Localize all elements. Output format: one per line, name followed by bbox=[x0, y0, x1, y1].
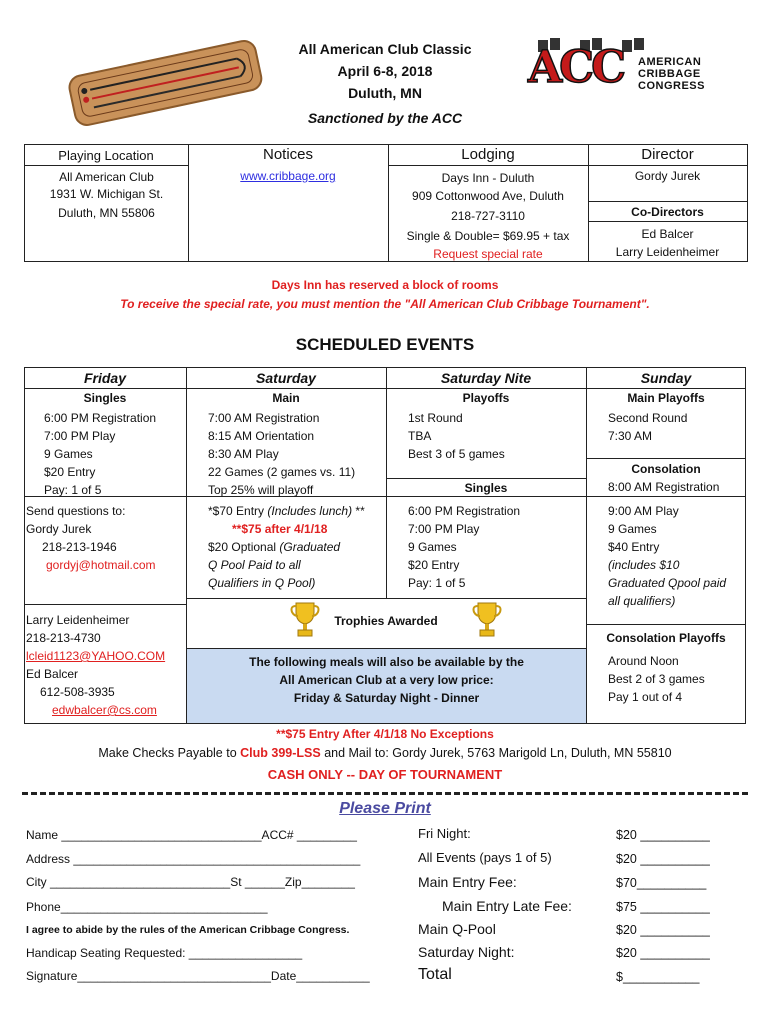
saturday-late-entry: **$75 after 4/1/18 bbox=[232, 522, 328, 536]
consolation-line: 9 Games bbox=[608, 522, 657, 536]
fee-amount-field[interactable]: $20 __________ bbox=[616, 852, 710, 866]
friday-line: Pay: 1 of 5 bbox=[44, 483, 102, 497]
saturday-qpool-line: Qualifiers in Q Pool) bbox=[208, 576, 316, 590]
director-header: Director bbox=[641, 146, 694, 163]
playing-location-header: Playing Location bbox=[58, 148, 154, 163]
fee-amount-field[interactable]: $20 __________ bbox=[616, 946, 710, 960]
fee-label: Main Entry Fee: bbox=[418, 874, 517, 890]
codirector-name: Larry Leidenheimer bbox=[615, 245, 720, 259]
fee-label: Main Entry Late Fee: bbox=[442, 898, 572, 914]
sanctioned-text: Sanctioned by the ACC bbox=[307, 110, 463, 126]
meals-line: All American Club at a very low price: bbox=[279, 673, 494, 687]
lodging-special-rate: Request special rate bbox=[433, 247, 543, 261]
codirector-name: Ed Balcer bbox=[641, 227, 694, 241]
location-line: All American Club bbox=[59, 170, 154, 184]
consolation-line: $40 Entry bbox=[608, 540, 660, 554]
saturday-header: Saturday bbox=[256, 370, 316, 386]
consolation-header: Consolation bbox=[631, 462, 701, 476]
nite-singles-line: $20 Entry bbox=[408, 558, 460, 572]
fee-label: Fri Night: bbox=[418, 826, 471, 841]
saturday-qpool-line: Q Pool Paid to all bbox=[208, 558, 301, 572]
cut-line bbox=[22, 792, 748, 795]
sunday-line: Second Round bbox=[608, 411, 688, 425]
contact3-email[interactable]: edwbalcer@cs.com bbox=[52, 703, 157, 717]
late-entry-note: **$75 Entry After 4/1/18 No Exceptions bbox=[276, 727, 494, 741]
questions-name: Gordy Jurek bbox=[26, 522, 92, 536]
scheduled-events-title: SCHEDULED EVENTS bbox=[295, 335, 475, 354]
consolation-playoffs-header: Consolation Playoffs bbox=[606, 631, 726, 645]
please-print: Please Print bbox=[339, 800, 431, 817]
sunday-header: Sunday bbox=[640, 370, 692, 386]
lodging-line: 909 Cottonwood Ave, Duluth bbox=[412, 189, 564, 203]
saturday-line: 8:30 AM Play bbox=[208, 447, 279, 461]
acc-logo-text1: AMERICAN bbox=[638, 56, 702, 68]
lodging-line: 218-727-3110 bbox=[451, 209, 525, 223]
friday-line: 7:00 PM Play bbox=[44, 429, 116, 443]
sunday-line: 7:30 AM bbox=[608, 429, 653, 443]
saturday-optional: $20 Optional (Graduated bbox=[208, 540, 341, 554]
meals-line: Friday & Saturday Night - Dinner bbox=[293, 691, 480, 705]
consolation-ital-line: Graduated Qpool paid bbox=[608, 576, 727, 590]
fee-amount-field[interactable]: $20 __________ bbox=[616, 828, 710, 842]
saturday-subheader: Main bbox=[272, 391, 300, 405]
consolation-playoffs-line: Best 2 of 3 games bbox=[608, 672, 705, 686]
acc-logo-text2: CRIBBAGE bbox=[638, 68, 701, 80]
questions-email[interactable]: gordyj@hotmail.com bbox=[46, 558, 156, 572]
fee-label: Saturday Night: bbox=[418, 944, 515, 960]
checks-payable: Make Checks Payable to Club 399-LSS and Mail to: Gordy Jurek, 5763 Marigold Ln, Duluth, MN 55810 bbox=[98, 746, 672, 760]
notice-line2: To receive the special rate, you must mention the "All American Club Cribbage Tournament". bbox=[120, 297, 650, 311]
signature-field[interactable]: Signature_____________________________Date___________ bbox=[26, 969, 370, 983]
info-table bbox=[24, 144, 748, 262]
consolation-line: 8:00 AM Registration bbox=[608, 480, 720, 494]
notices-link[interactable]: www.cribbage.org bbox=[240, 169, 336, 183]
contact2-phone: 218-213-4730 bbox=[26, 631, 101, 645]
questions-phone: 218-213-1946 bbox=[42, 540, 117, 554]
events-table bbox=[24, 367, 746, 723]
acc-logo-letters: ACC bbox=[528, 42, 624, 93]
fee-amount-field[interactable]: $20 __________ bbox=[616, 923, 710, 937]
notices-header: Notices bbox=[262, 146, 314, 163]
lodging-line: Days Inn - Duluth bbox=[441, 171, 535, 185]
nite-singles-line: 9 Games bbox=[408, 540, 457, 554]
notice-line1: Days Inn has reserved a block of rooms bbox=[271, 278, 499, 292]
fee-amount-field[interactable]: $70__________ bbox=[616, 876, 707, 890]
nite-line: Best 3 of 5 games bbox=[408, 447, 505, 461]
codirectors-header: Co-Directors bbox=[631, 205, 704, 219]
trophy-icon bbox=[472, 600, 502, 640]
friday-line: 9 Games bbox=[44, 447, 93, 461]
director-name: Gordy Jurek bbox=[634, 169, 701, 183]
meals-box bbox=[187, 649, 586, 723]
acc-logo bbox=[528, 36, 708, 102]
lodging-header: Lodging bbox=[461, 146, 515, 163]
contact3-phone: 612-508-3935 bbox=[40, 685, 115, 699]
location-line: 1931 W. Michigan St. bbox=[49, 187, 164, 201]
trophies-awarded: Trophies Awarded bbox=[334, 614, 438, 628]
address-field[interactable]: Address ___________________________________________ bbox=[26, 852, 361, 866]
consolation-ital-line: all qualifiers) bbox=[608, 594, 676, 608]
location-line: Duluth, MN 55806 bbox=[58, 206, 155, 220]
nite-singles-line: 6:00 PM Registration bbox=[408, 504, 521, 518]
fee-label: All Events (pays 1 of 5) bbox=[418, 850, 552, 865]
fee-label: Main Q-Pool bbox=[418, 921, 496, 937]
sunday-subheader: Main Playoffs bbox=[627, 391, 705, 405]
nite-singles-header: Singles bbox=[464, 481, 508, 495]
contact2-email[interactable]: lcleid1123@YAHOO.COM bbox=[26, 649, 166, 663]
lodging-line: Single & Double= $69.95 + tax bbox=[406, 229, 570, 243]
contact2-name: Larry Leidenheimer bbox=[26, 613, 130, 627]
acc-logo-text3: CONGRESS bbox=[638, 80, 705, 92]
handicap-field[interactable]: Handicap Seating Requested: _________________ bbox=[26, 946, 303, 960]
nite-line: TBA bbox=[408, 429, 432, 443]
meals-line: The following meals will also be available by the bbox=[249, 655, 524, 669]
event-title: All American Club Classic bbox=[298, 41, 472, 57]
name-field[interactable]: Name ______________________________ACC# _________ bbox=[26, 828, 357, 842]
friday-line: $20 Entry bbox=[44, 465, 96, 479]
friday-subheader: Singles bbox=[83, 391, 127, 405]
friday-line: 6:00 PM Registration bbox=[44, 411, 157, 425]
nite-singles-line: 7:00 PM Play bbox=[408, 522, 480, 536]
questions-label: Send questions to: bbox=[26, 504, 126, 518]
saturday-line: 22 Games (2 games vs. 11) bbox=[208, 465, 356, 479]
cash-only: CASH ONLY -- DAY OF TOURNAMENT bbox=[267, 767, 503, 782]
event-location: Duluth, MN bbox=[348, 85, 422, 101]
saturday-line: 7:00 AM Registration bbox=[208, 411, 320, 425]
saturday-line: Top 25% will playoff bbox=[208, 483, 314, 497]
nite-line: 1st Round bbox=[408, 411, 463, 425]
rules-agreement: I agree to abide by the rules of the American Cribbage Congress. bbox=[26, 924, 350, 936]
fee-label-total: Total bbox=[418, 966, 452, 983]
saturday-entry: *$70 Entry (Includes lunch) ** bbox=[208, 504, 365, 518]
consolation-line: 9:00 AM Play bbox=[608, 504, 679, 518]
saturday-nite-subheader: Playoffs bbox=[462, 391, 510, 405]
nite-singles-line: Pay: 1 of 5 bbox=[408, 576, 466, 590]
saturday-nite-header: Saturday Nite bbox=[440, 370, 532, 386]
city-field[interactable]: City ___________________________St ______Zip________ bbox=[26, 875, 355, 889]
consolation-playoffs-line: Pay 1 out of 4 bbox=[608, 690, 683, 704]
consolation-playoffs-line: Around Noon bbox=[608, 654, 679, 668]
phone-field[interactable]: Phone_______________________________ bbox=[26, 900, 268, 914]
friday-header: Friday bbox=[83, 370, 126, 386]
event-dates: April 6-8, 2018 bbox=[337, 63, 433, 79]
saturday-line: 8:15 AM Orientation bbox=[208, 429, 315, 443]
consolation-ital-line: (includes $10 bbox=[608, 558, 680, 572]
fee-amount-field[interactable]: $75 __________ bbox=[616, 900, 710, 914]
contact3-name: Ed Balcer bbox=[26, 667, 79, 681]
fee-amount-total-field[interactable]: $___________ bbox=[616, 970, 700, 984]
